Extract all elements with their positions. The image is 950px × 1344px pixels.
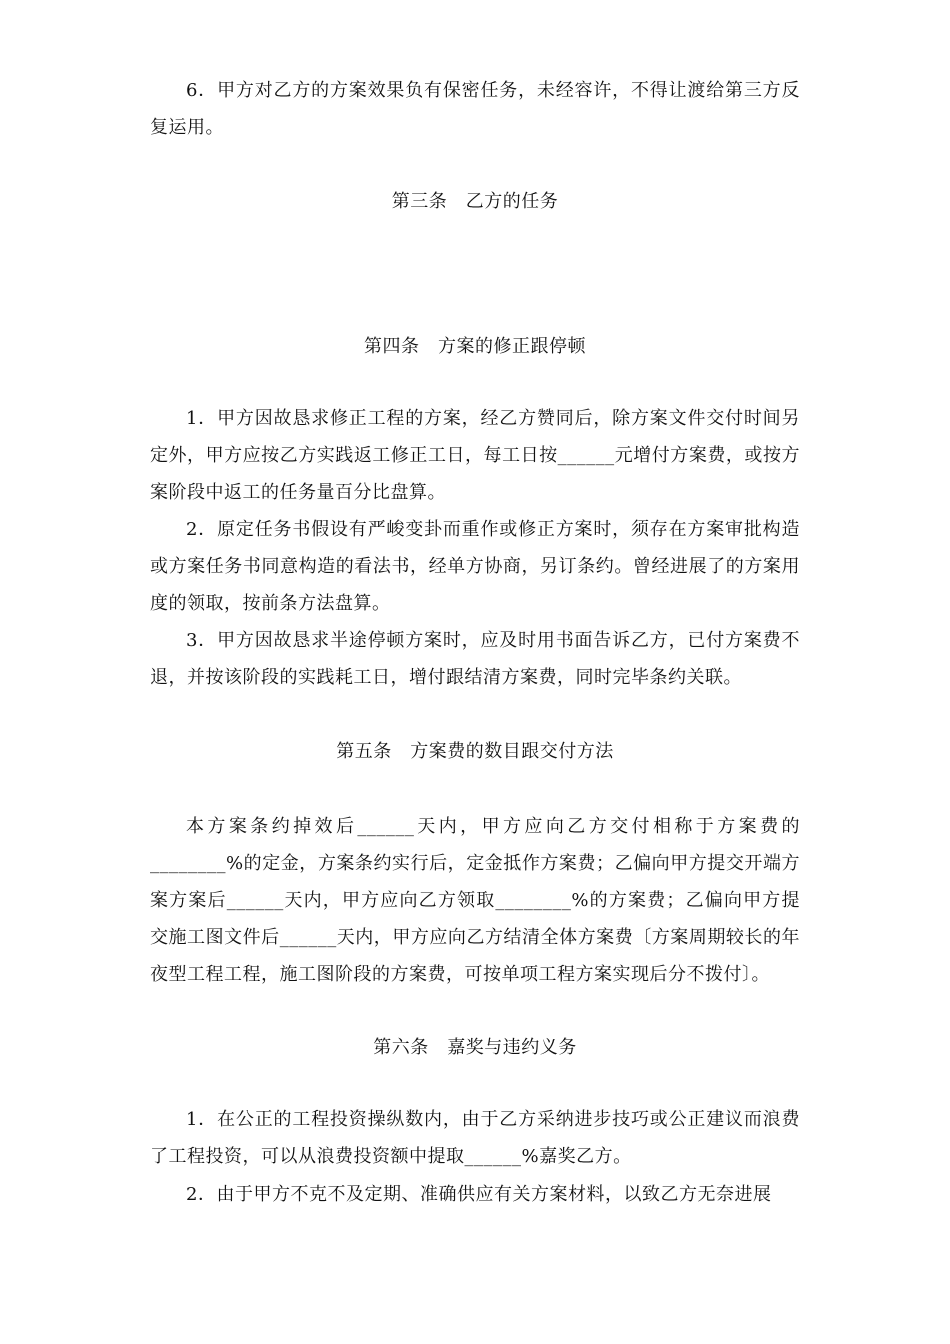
clause4-item1: 1．甲方因故恳求修正工程的方案，经乙方赞同后，除方案文件交付时间另定外，甲方应按乙方实践返工修正工日，每工日按______元增付方案费，或按方案阶段中返工的任务量百分比盘算。: [150, 408, 800, 503]
clause5-body: 本方案条约掉效后______天内，甲方应向乙方交付相称于方案费的________%的定金，方案条约实行后，定金抵作方案费；乙偏向甲方提交开端方案方案后______天内，甲方应向乙方领取________%的方案费；乙偏向甲方提交施工图文件后______天内，甲方应向乙方结清全体方案费〔方案周期较长的年夜型工程工程，施工图阶段的方案费，可按单项工程方案实现后分不拨付〕。: [150, 816, 800, 985]
clause5-heading: 第五条 方案费的数目跟交付方法: [336, 741, 614, 762]
clause6-heading: 第六条 嘉奖与违约义务: [373, 1037, 577, 1058]
clause6-item2: 2．由于甲方不克不及定期、准确供应有关方案材料，以致乙方无奈进展: [186, 1184, 772, 1205]
clause2-item6: 6．甲方对乙方的方案效果负有保密任务，未经容许，不得让渡给第三方反复运用。: [150, 80, 800, 138]
clause4-item3: 3．甲方因故恳求半途停顿方案时，应及时用书面告诉乙方，已付方案费不退，并按该阶段的实践耗工日，增付跟结清方案费，同时完毕条约关联。: [150, 630, 800, 688]
clause4-item2: 2．原定任务书假设有严峻变卦而重作或修正方案时，须存在方案审批构造或方案任务书同意构造的看法书，经单方协商，另订条约。曾经进展了的方案用度的领取，按前条方法盘算。: [150, 519, 800, 614]
clause3-heading: 第三条 乙方的任务: [391, 191, 559, 212]
clause6-item1: 1．在公正的工程投资操纵数内，由于乙方采纳进步技巧或公正建议而浪费了工程投资，可以从浪费投资额中提取______%嘉奖乙方。: [150, 1109, 800, 1167]
clause4-heading: 第四条 方案的修正跟停顿: [364, 336, 586, 357]
